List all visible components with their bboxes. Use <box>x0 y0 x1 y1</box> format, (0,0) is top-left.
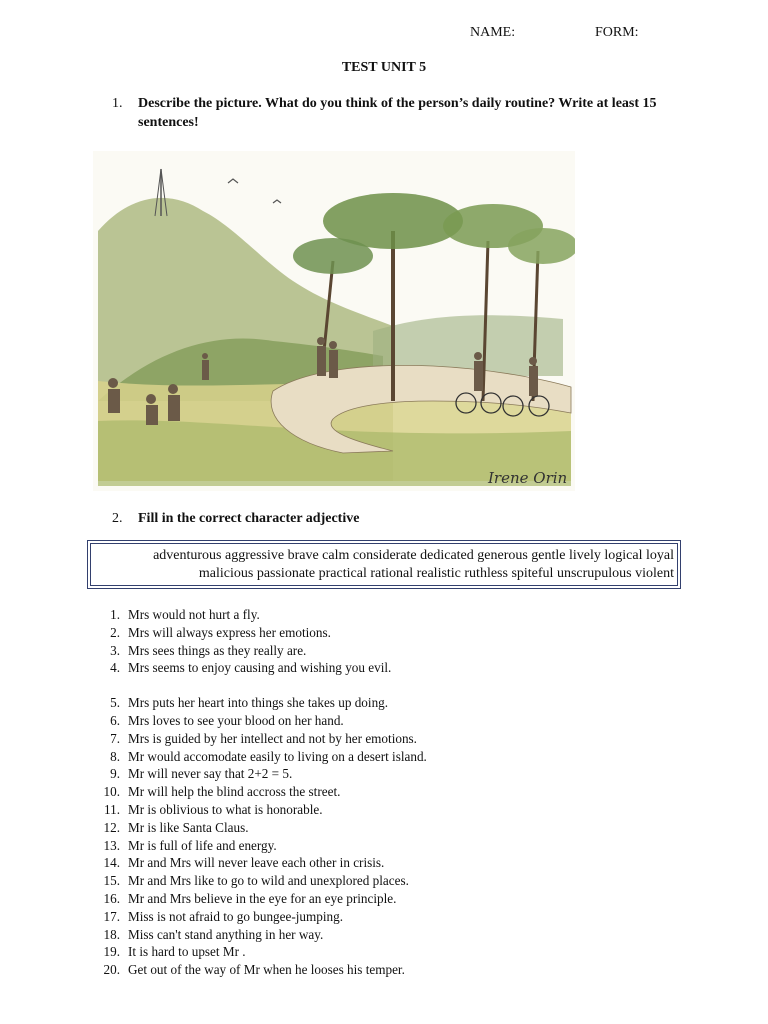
item-text: Miss is not afraid to go bungee-jumping. <box>128 908 344 924</box>
item-number: 2. <box>110 624 120 640</box>
item-text: Mrs puts her heart into things she takes up doing. <box>128 695 389 711</box>
item-text: Mrs loves to see your blood on her hand. <box>128 712 344 728</box>
word-box-line-2: malicious passionate practical rational realistic ruthless spiteful unscrupulous violent <box>198 566 674 581</box>
item-number: 11. <box>104 801 120 817</box>
question-1-text: Describe the picture. What do you think of the person’s daily routine? Write at least 15 sentences! <box>138 96 657 130</box>
item-number: 18. <box>103 926 120 942</box>
item-text: Mr is like Santa Claus. <box>128 819 249 835</box>
question-2-number: 2. <box>112 511 123 526</box>
item-number: 19. <box>103 944 120 960</box>
item-text: Mr is oblivious to what is honorable. <box>128 801 323 817</box>
item-text: Get out of the way of Mr when he looses his temper. <box>128 962 405 978</box>
item-number: 3. <box>110 642 120 658</box>
item-number: 9. <box>110 766 120 782</box>
question-2 <box>112 509 512 528</box>
item-text: Mrs will always express her emotions. <box>128 624 331 640</box>
question-1 <box>112 94 672 132</box>
item-number: 4. <box>110 660 120 676</box>
item-text: It is hard to upset Mr . <box>128 944 246 960</box>
item-text: Mr is full of life and energy. <box>128 837 277 853</box>
item-number: 12. <box>103 819 120 835</box>
item-number: 10. <box>103 784 120 800</box>
word-box <box>90 543 678 586</box>
item-number: 17. <box>103 908 120 924</box>
item-text: Mr and Mrs believe in the eye for an eye principle. <box>128 890 397 906</box>
artist-signature: Irene Orin <box>488 469 568 487</box>
question-2-text: Fill in the correct character adjective <box>138 511 360 526</box>
item-text: Mr would accomodate easily to living on a desert island. <box>128 748 427 764</box>
item-text: Mrs sees things as they really are. <box>128 642 307 658</box>
item-text: Mr will help the blind accross the street. <box>128 784 341 800</box>
form-label: FORM: <box>595 25 639 40</box>
name-label: NAME: <box>470 25 516 40</box>
item-number: 1. <box>110 607 120 622</box>
item-text: Mr and Mrs will never leave each other in crisis. <box>128 855 385 871</box>
item-number: 16. <box>103 890 120 906</box>
item-number: 5. <box>110 695 120 711</box>
item-text: Mrs is guided by her intellect and not by her emotions. <box>128 730 417 746</box>
item-number: 13. <box>103 837 120 853</box>
item-text: Mr will never say that 2+2 = 5. <box>128 766 293 782</box>
word-box-line-1: adventurous aggressive brave calm considerate dedicated generous gentle lively logical loyal <box>153 548 674 563</box>
item-number: 20. <box>103 962 120 978</box>
item-text: Miss can't stand anything in her way. <box>128 926 324 942</box>
item-number: 14. <box>103 855 120 871</box>
item-text: Mrs seems to enjoy causing and wishing you evil. <box>128 660 392 676</box>
park-scene-drawing <box>93 151 575 491</box>
item-number: 8. <box>110 748 120 764</box>
watercolor-park-illustration <box>93 151 575 491</box>
item-text: Mr and Mrs like to go to wild and unexplored places. <box>128 873 409 889</box>
item-number: 6. <box>110 712 120 728</box>
page-title: TEST UNIT 5 <box>341 60 427 75</box>
item-number: 15. <box>103 873 120 889</box>
question-1-number: 1. <box>112 96 123 111</box>
item-text: Mrs would not hurt a fly. <box>128 607 260 622</box>
item-number: 7. <box>110 730 120 746</box>
